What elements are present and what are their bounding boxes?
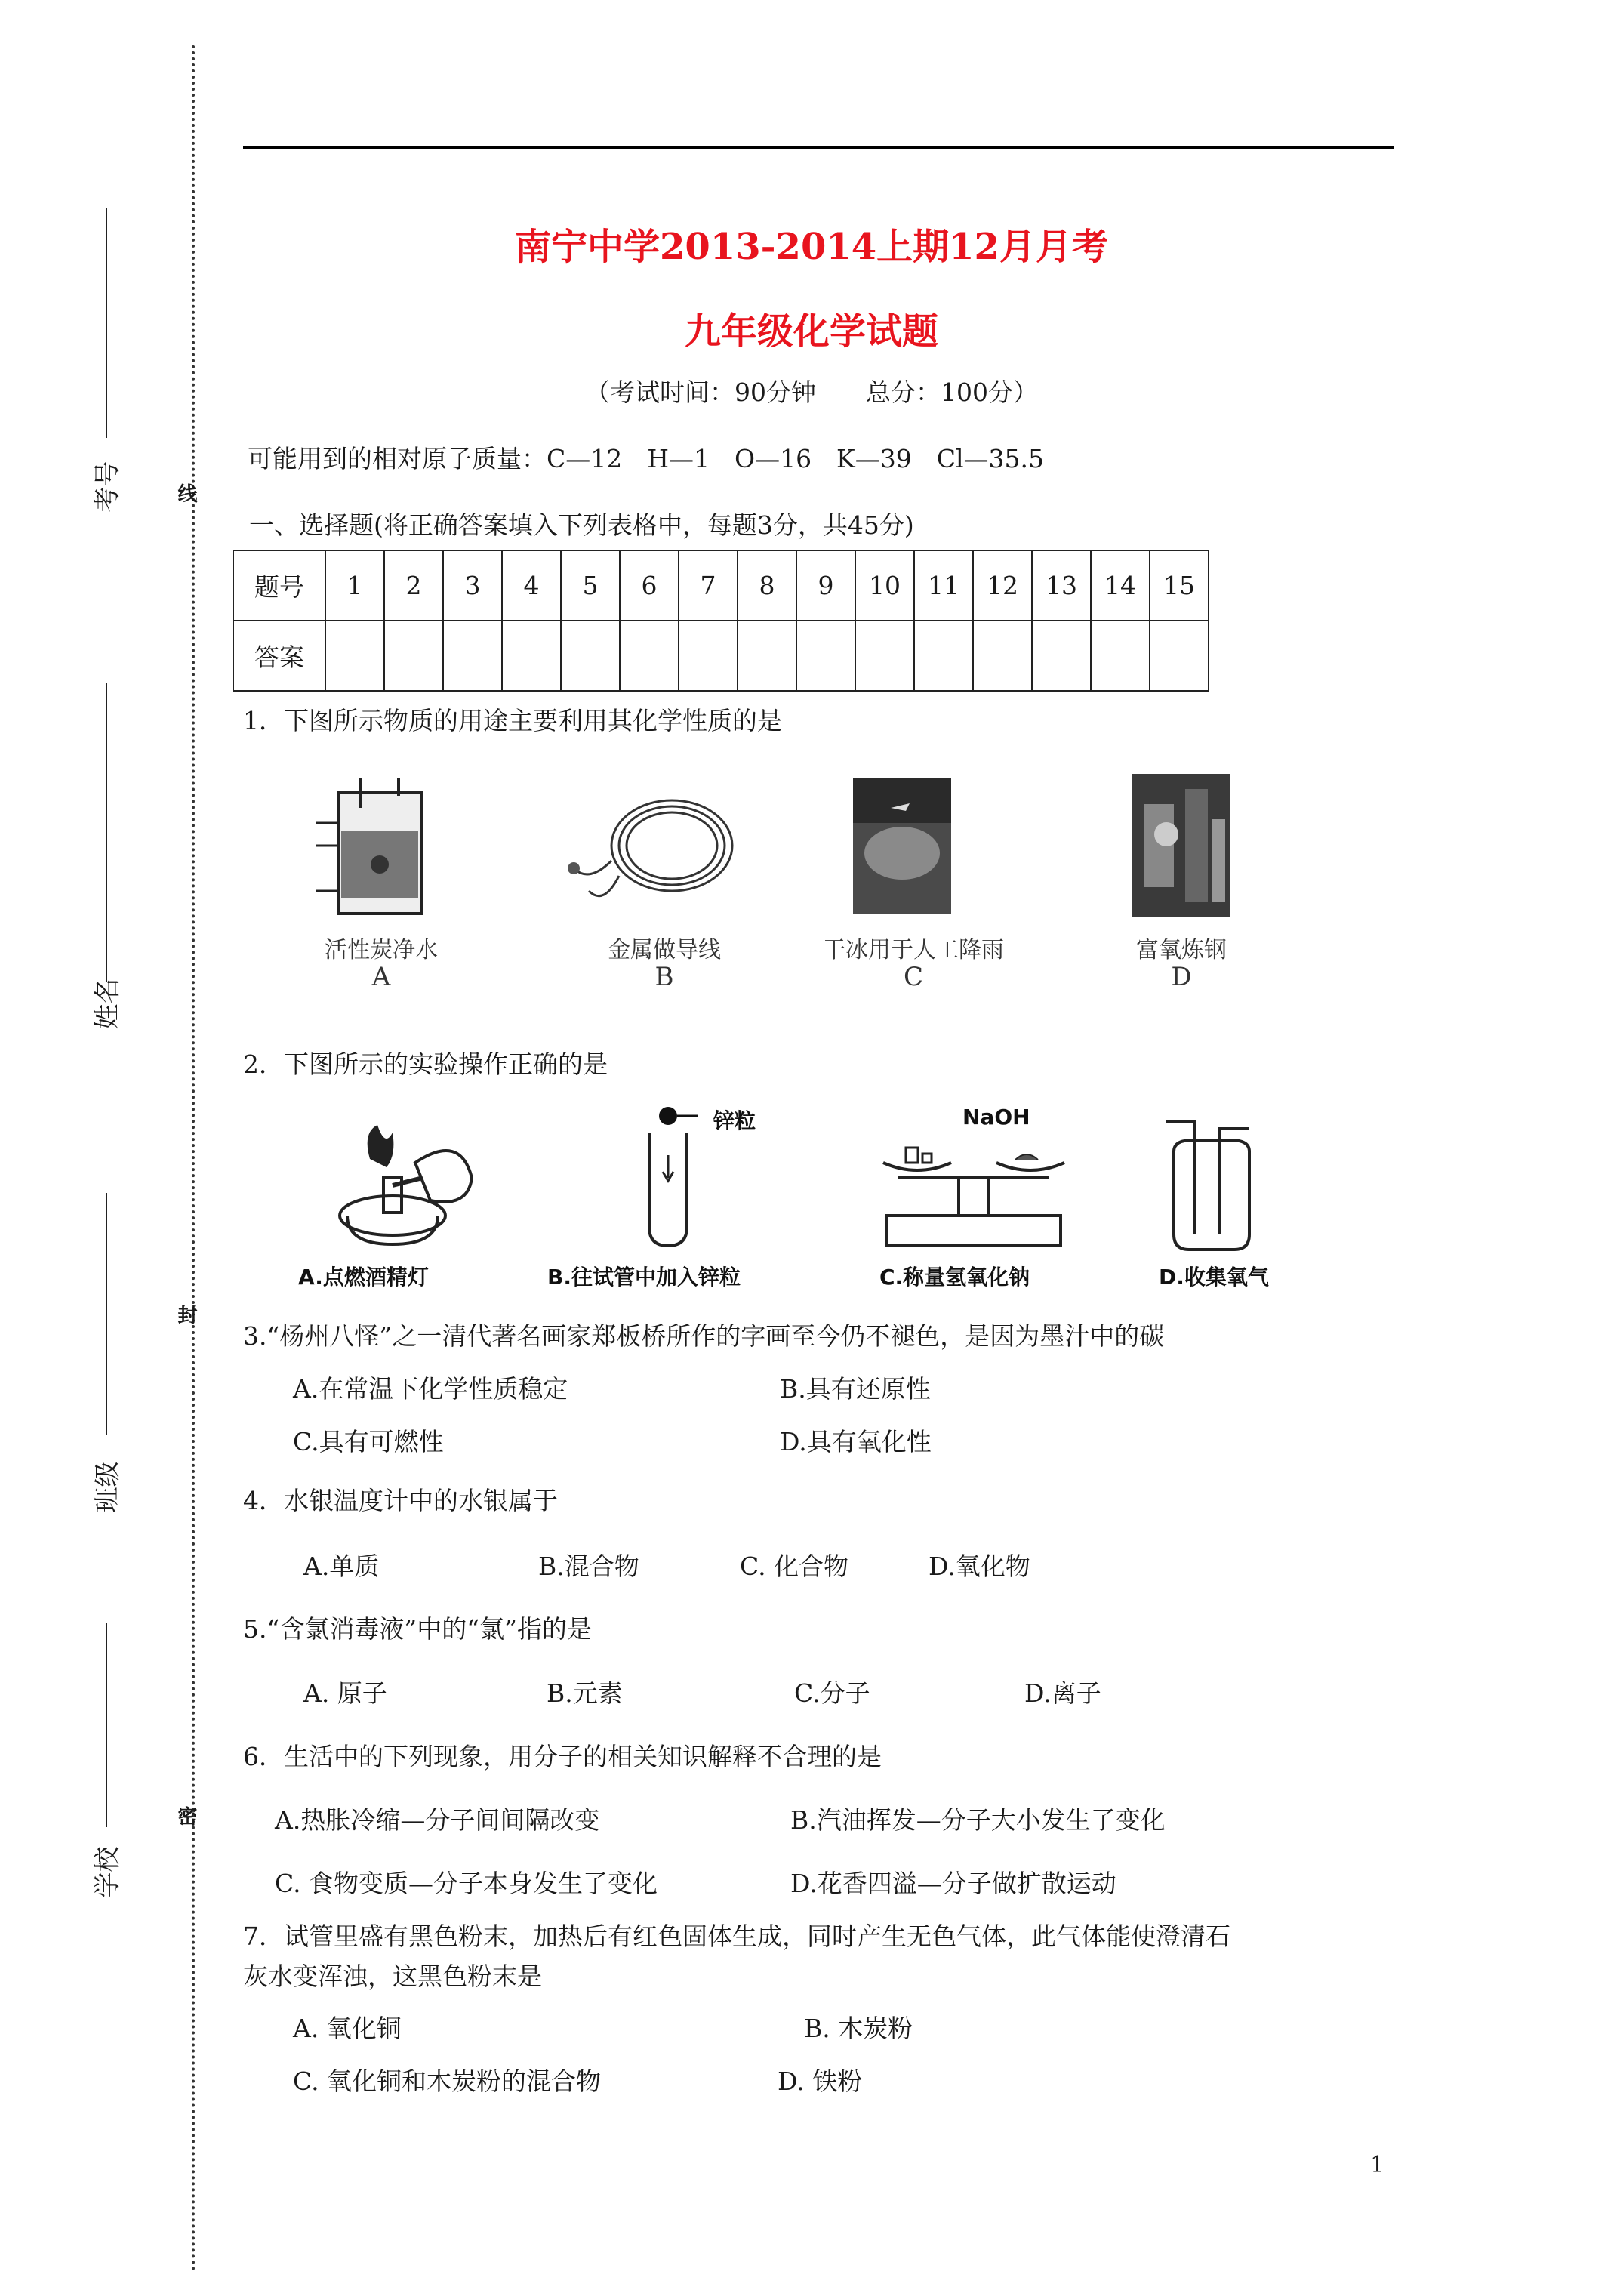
- class-label: 班级: [92, 1461, 123, 1513]
- question-number-cell: 12: [973, 550, 1032, 621]
- q1-letter-d: D: [1171, 962, 1192, 992]
- q7-option-d: D. 铁粉: [778, 2066, 863, 2096]
- q5-option-d: D.离子: [1024, 1678, 1101, 1708]
- q7-option-b: B. 木炭粉: [804, 2014, 913, 2043]
- q2-stem: 2．下图所示的实验操作正确的是: [243, 1049, 608, 1079]
- q1-letter-a: A: [371, 962, 391, 992]
- q6-option-c: C. 食物变质—分子本身发生了变化: [275, 1869, 658, 1898]
- q6-option-a: A.热胀冷缩—分子间间隔改变: [275, 1805, 600, 1835]
- q1-caption-c: 干冰用于人工降雨: [823, 937, 1004, 963]
- answer-cell[interactable]: [914, 621, 973, 691]
- q5-stem: 5.“含氯消毒液”中的“氯”指的是: [243, 1614, 592, 1644]
- q4-option-b: B.混合物: [538, 1552, 639, 1581]
- q7-option-a: A. 氧化铜: [293, 2014, 402, 2043]
- exam-subtitle: 九年级化学试题: [684, 310, 938, 353]
- answer-cell[interactable]: [561, 621, 620, 691]
- answer-cell[interactable]: [443, 621, 502, 691]
- table-row: [233, 621, 1209, 691]
- q1-stem: 1．下图所示物质的用途主要利用其化学性质的是: [243, 706, 782, 735]
- question-number-cell: 15: [1150, 550, 1209, 621]
- q4-option-a: A.单质: [303, 1552, 380, 1581]
- q1-letter-c: C: [903, 962, 923, 992]
- q4-option-d: D.氧化物: [929, 1552, 1030, 1581]
- q2-caption-a: A.点燃酒精灯: [298, 1265, 429, 1290]
- q6-option-d: D.花香四溢—分子做扩散运动: [790, 1869, 1116, 1898]
- question-number-cell: 9: [796, 550, 855, 621]
- q7-stem-line2: 灰水变浑浊，这黑色粉末是: [243, 1962, 542, 1991]
- q1-caption-a: 活性炭净水: [325, 937, 438, 963]
- row-label-answer: 答案: [233, 621, 325, 691]
- class-line: [106, 1193, 107, 1435]
- q1-caption-d: 富氧炼钢: [1136, 937, 1227, 963]
- oxygen-steelmaking-image: [1132, 774, 1230, 917]
- q2-caption-b: B.往试管中加入锌粒: [547, 1265, 741, 1290]
- q6-option-b: B.汽油挥发—分子大小发生了变化: [790, 1805, 1166, 1835]
- q5-option-c: C.分子: [794, 1678, 870, 1708]
- question-number-cell: 13: [1032, 550, 1091, 621]
- school-label: 学校: [92, 1846, 123, 1898]
- question-number-cell: 3: [443, 550, 502, 621]
- answer-cell[interactable]: [325, 621, 384, 691]
- page-number: 1: [1370, 2152, 1385, 2178]
- q7-stem-line1: 7．试管里盛有黑色粉末，加热后有红色固体生成，同时产生无色气体，此气体能使澄清石: [243, 1922, 1230, 1951]
- seal-char-xian: 线: [174, 483, 197, 503]
- q3-option-c: C.具有可燃性: [293, 1427, 444, 1456]
- seal-char-feng: 封: [174, 1305, 197, 1324]
- alcohol-lamp-image: [317, 1117, 483, 1253]
- q7-option-c: C. 氧化铜和木炭粉的混合物: [293, 2066, 602, 2096]
- question-number-cell: 6: [620, 550, 679, 621]
- question-number-cell: 10: [855, 550, 914, 621]
- answer-table: [233, 550, 1209, 692]
- dry-ice-rain-image: [853, 778, 951, 914]
- q3-stem: 3.“杨州八怪”之一清代著名画家郑板桥所作的字画至今仍不褪色，是因为墨汁中的碳: [243, 1321, 1165, 1351]
- q4-option-c: C. 化合物: [740, 1552, 849, 1581]
- q5-option-a: A. 原子: [303, 1678, 387, 1708]
- q1-letter-b: B: [654, 962, 674, 992]
- balance-scale-image: [876, 1125, 1072, 1253]
- gas-collection-bottle-image: [1159, 1114, 1257, 1253]
- row-label-number: 题号: [233, 550, 325, 621]
- answer-cell[interactable]: [384, 621, 443, 691]
- answer-cell[interactable]: [502, 621, 561, 691]
- exam-number-label: 考号: [92, 461, 123, 513]
- answer-cell[interactable]: [1032, 621, 1091, 691]
- q2-caption-d: D.收集氧气: [1159, 1265, 1269, 1290]
- answer-cell[interactable]: [679, 621, 738, 691]
- q3-option-d: D.具有氧化性: [780, 1427, 932, 1456]
- question-number-cell: 5: [561, 550, 620, 621]
- zinc-label: 锌粒: [713, 1108, 756, 1133]
- header-rule: [243, 146, 1394, 149]
- name-line: [106, 683, 107, 982]
- question-number-cell: 7: [679, 550, 738, 621]
- answer-cell[interactable]: [796, 621, 855, 691]
- coiled-wire-image: [559, 778, 747, 921]
- activated-carbon-filter-image: [316, 778, 444, 921]
- school-line: [106, 1623, 107, 1827]
- atomic-masses: 可能用到的相对原子质量：C—12 H—1 O—16 K—39 Cl—35.5: [248, 444, 1044, 473]
- q1-caption-b: 金属做导线: [608, 937, 721, 963]
- q3-option-b: B.具有还原性: [780, 1374, 931, 1404]
- name-label: 姓名: [92, 978, 123, 1030]
- exam-title: 南宁中学2013-2014上期12月月考: [515, 226, 1108, 268]
- answer-cell[interactable]: [620, 621, 679, 691]
- q4-stem: 4．水银温度计中的水银属于: [243, 1486, 558, 1515]
- answer-cell[interactable]: [738, 621, 796, 691]
- question-number-cell: 4: [502, 550, 561, 621]
- question-number-cell: 2: [384, 550, 443, 621]
- q5-option-b: B.元素: [547, 1678, 623, 1708]
- answer-cell[interactable]: [855, 621, 914, 691]
- question-number-cell: 1: [325, 550, 384, 621]
- q2-caption-c: C.称量氢氧化钠: [879, 1265, 1030, 1290]
- answer-cell[interactable]: [1091, 621, 1150, 691]
- question-number-cell: 11: [914, 550, 973, 621]
- question-number-cell: 8: [738, 550, 796, 621]
- test-tube-zinc-image: [634, 1102, 702, 1253]
- seal-char-mi: 密: [174, 1806, 197, 1826]
- q3-option-a: A.在常温下化学性质稳定: [293, 1374, 568, 1404]
- answer-cell[interactable]: [973, 621, 1032, 691]
- question-number-cell: 14: [1091, 550, 1150, 621]
- exam-info: （考试时间：90分钟 总分：100分）: [585, 378, 1038, 407]
- table-row: [233, 550, 1209, 621]
- q6-stem: 6．生活中的下列现象，用分子的相关知识解释不合理的是: [243, 1742, 882, 1771]
- naoh-label: NaOH: [962, 1105, 1030, 1130]
- section1-heading: 一、选择题(将正确答案填入下列表格中，每题3分，共45分): [249, 510, 914, 540]
- answer-cell[interactable]: [1150, 621, 1209, 691]
